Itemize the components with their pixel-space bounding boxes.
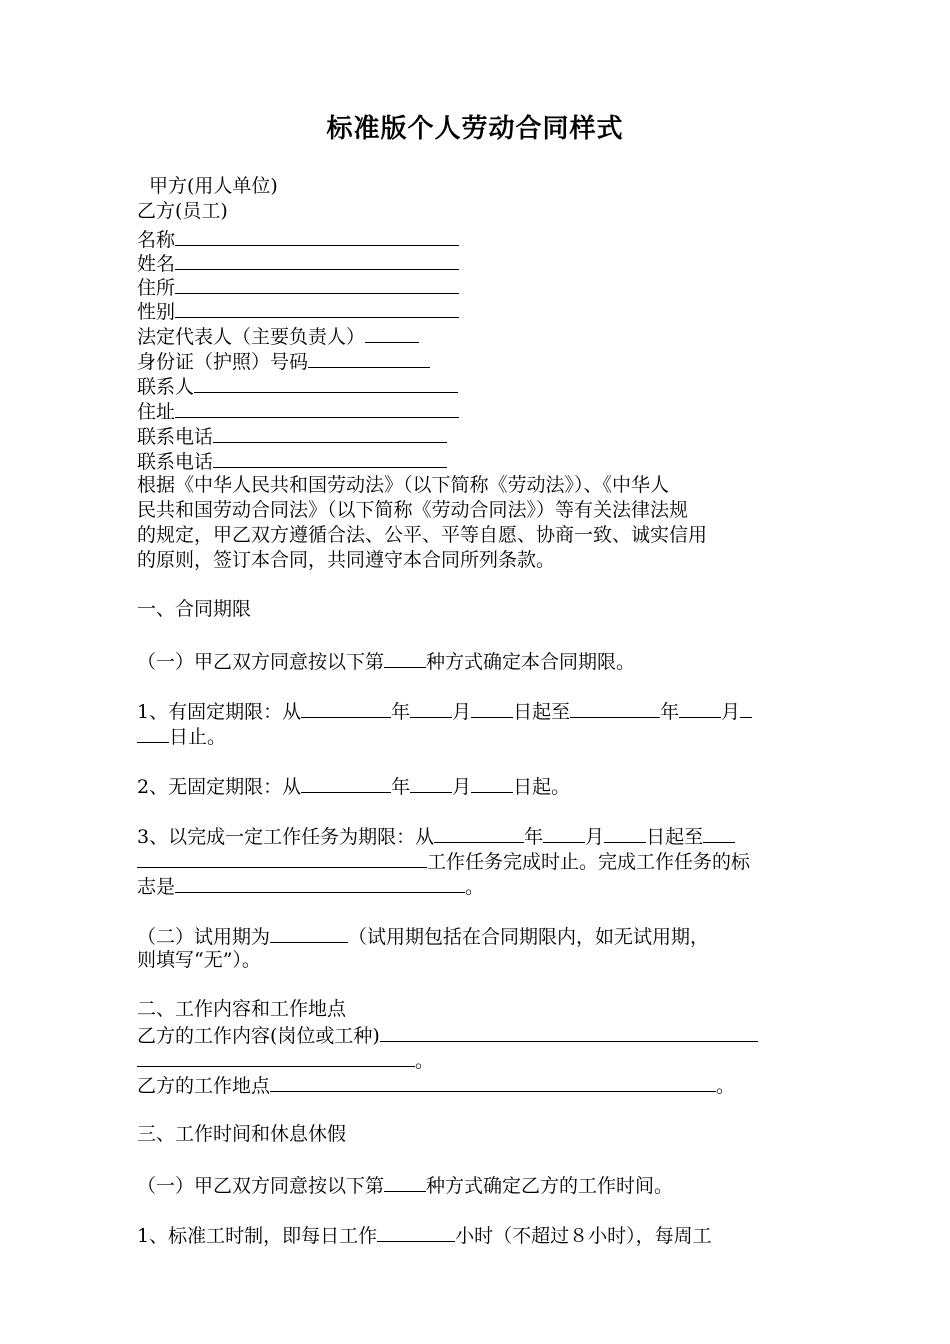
blank-line[interactable] bbox=[137, 848, 427, 868]
blank-line[interactable] bbox=[308, 348, 430, 368]
work-content-line bbox=[137, 1022, 758, 1049]
intro-line-3: 的规定，甲乙双方遵循合法、公平、平等自愿、协商一致、诚实信用 bbox=[137, 524, 708, 546]
text: 。 bbox=[465, 876, 485, 898]
field-legal-rep bbox=[137, 323, 419, 350]
text: 。 bbox=[415, 1050, 435, 1072]
text: 种方式确定本合同期限。 bbox=[426, 651, 636, 673]
blank-line[interactable] bbox=[384, 1172, 426, 1192]
blank-line[interactable] bbox=[175, 274, 459, 294]
field-label: 身份证（护照）号码 bbox=[137, 351, 309, 373]
field-label: 联系人 bbox=[137, 376, 195, 398]
blank-line[interactable] bbox=[194, 373, 458, 393]
standard-hours-line bbox=[137, 1222, 712, 1249]
blank-line[interactable] bbox=[410, 773, 452, 793]
text: 月 bbox=[452, 701, 472, 723]
text: 日止。 bbox=[169, 726, 227, 748]
blank-line[interactable] bbox=[471, 773, 513, 793]
work-time-method-line bbox=[137, 1172, 673, 1199]
field-residence bbox=[137, 274, 459, 301]
blank-line[interactable] bbox=[301, 698, 391, 718]
blank-line[interactable] bbox=[377, 1222, 455, 1242]
text: 乙方的工作内容(岗位或工种) bbox=[137, 1025, 380, 1047]
term-method-line bbox=[137, 648, 635, 675]
blank-line[interactable] bbox=[270, 923, 348, 943]
blank-line[interactable] bbox=[270, 1072, 716, 1092]
text: 1、标准工时制，即每日工作 bbox=[137, 1225, 378, 1247]
blank-line[interactable] bbox=[543, 823, 585, 843]
blank-line[interactable] bbox=[137, 723, 169, 743]
text: （一）甲乙双方同意按以下第 bbox=[137, 651, 385, 673]
blank-line[interactable] bbox=[175, 226, 459, 246]
probation-line bbox=[137, 923, 709, 950]
blank-line[interactable] bbox=[137, 1047, 415, 1067]
text: 志是 bbox=[137, 876, 176, 898]
probation-line-2: 则填写“无”）。 bbox=[137, 949, 261, 971]
text: （二）试用期为 bbox=[137, 926, 271, 948]
text: 小时（不超过８小时），每周工 bbox=[455, 1225, 712, 1247]
blank-line[interactable] bbox=[679, 698, 721, 718]
field-label: 性别 bbox=[137, 301, 176, 323]
text: （一）甲乙双方同意按以下第 bbox=[137, 1175, 385, 1197]
text: 年 bbox=[660, 701, 680, 723]
fixed-term-line bbox=[137, 698, 752, 725]
fixed-term-line-2 bbox=[137, 723, 226, 750]
field-label: 名称 bbox=[137, 229, 176, 251]
blank-line[interactable] bbox=[213, 448, 447, 468]
intro-line-2: 民共和国劳动合同法》（以下简称《劳动合同法》）等有关法律法规 bbox=[137, 499, 689, 521]
section-2-heading: 二、工作内容和工作地点 bbox=[137, 998, 347, 1020]
text: 年 bbox=[391, 776, 411, 798]
field-gender bbox=[137, 298, 459, 325]
text: 种方式确定乙方的工作时间。 bbox=[426, 1175, 674, 1197]
field-label: 住所 bbox=[137, 277, 176, 299]
blank-line[interactable] bbox=[604, 823, 646, 843]
text: 3、以完成一定工作任务为期限：从 bbox=[137, 826, 435, 848]
text: 。 bbox=[716, 1075, 736, 1097]
blank-line[interactable] bbox=[570, 698, 660, 718]
work-location-line bbox=[137, 1072, 735, 1099]
work-content-line-2 bbox=[137, 1047, 434, 1074]
field-contact-person bbox=[137, 373, 458, 400]
intro-line-4: 的原则，签订本合同，共同遵守本合同所列条款。 bbox=[137, 549, 556, 571]
field-phone-2 bbox=[137, 448, 447, 475]
field-name-person bbox=[137, 250, 459, 277]
field-label: 姓名 bbox=[137, 253, 176, 275]
intro-line-1: 根据《中华人民共和国劳动法》（以下简称《劳动法》）、《中华人 bbox=[137, 474, 670, 496]
blank-line[interactable] bbox=[175, 873, 465, 893]
blank-line[interactable] bbox=[384, 648, 426, 668]
text: 乙方的工作地点 bbox=[137, 1075, 271, 1097]
text: （试用期包括在合同期限内，如无试用期， bbox=[348, 926, 710, 948]
text: 日起。 bbox=[513, 776, 571, 798]
blank-line[interactable] bbox=[365, 323, 419, 343]
document-title: 标准版个人劳动合同样式 bbox=[326, 114, 624, 144]
field-id-number bbox=[137, 348, 430, 375]
text: 月 bbox=[585, 826, 605, 848]
task-term-line bbox=[137, 823, 735, 850]
field-label: 住址 bbox=[137, 401, 176, 423]
text: 年 bbox=[391, 701, 411, 723]
blank-line[interactable] bbox=[213, 423, 447, 443]
blank-line[interactable] bbox=[301, 773, 391, 793]
party-b-label: 乙方(员工) bbox=[137, 200, 228, 222]
task-term-line-2 bbox=[137, 848, 750, 875]
blank-line[interactable] bbox=[703, 823, 735, 843]
field-phone-1 bbox=[137, 423, 447, 450]
task-term-line-3 bbox=[137, 873, 484, 900]
section-1-heading: 一、合同期限 bbox=[137, 598, 252, 620]
field-label: 联系电话 bbox=[137, 426, 214, 448]
blank-line[interactable] bbox=[434, 823, 524, 843]
blank-line[interactable] bbox=[410, 698, 452, 718]
blank-line[interactable] bbox=[471, 698, 513, 718]
text: 年 bbox=[524, 826, 544, 848]
text: 2、无固定期限：从 bbox=[137, 776, 302, 798]
blank-line[interactable] bbox=[175, 250, 459, 270]
blank-line[interactable] bbox=[175, 298, 459, 318]
blank-line[interactable] bbox=[740, 698, 752, 718]
section-3-heading: 三、工作时间和休息休假 bbox=[137, 1123, 347, 1145]
text: 1、有固定期限：从 bbox=[137, 701, 302, 723]
field-label: 联系电话 bbox=[137, 451, 214, 473]
text: 日起至 bbox=[513, 701, 571, 723]
field-label: 法定代表人（主要负责人） bbox=[137, 326, 366, 348]
party-a-label: 甲方(用人单位) bbox=[149, 175, 278, 197]
field-address bbox=[137, 398, 459, 425]
text: 月 bbox=[721, 701, 741, 723]
field-name-org bbox=[137, 226, 459, 253]
blank-line[interactable] bbox=[380, 1022, 758, 1042]
open-term-line bbox=[137, 773, 570, 800]
text: 日起至 bbox=[646, 826, 704, 848]
text: 月 bbox=[452, 776, 472, 798]
blank-line[interactable] bbox=[175, 398, 459, 418]
text: 工作任务完成时止。完成工作任务的标 bbox=[427, 851, 751, 873]
